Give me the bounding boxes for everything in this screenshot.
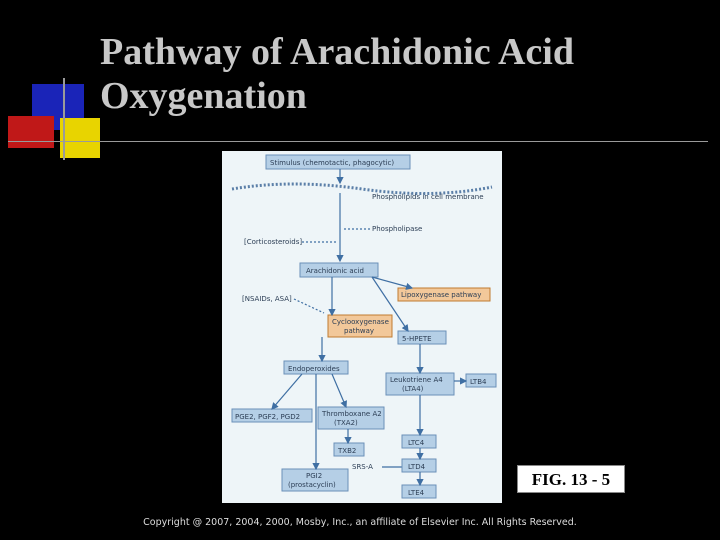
lta4-line2: (LTA4) <box>402 385 424 393</box>
decor-yellow-square <box>60 118 100 158</box>
ltb4-text: LTB4 <box>470 378 487 386</box>
decor-horizontal-line <box>8 141 708 142</box>
slide-title: Pathway of Arachidonic Acid Oxygenation <box>100 31 574 117</box>
cyclooxygenase-line1: Cyclooxygenase <box>332 318 389 326</box>
txb2-text: TXB2 <box>338 447 357 455</box>
txa2-line2: (TXA2) <box>334 419 358 427</box>
corticosteroids-text: [Corticosteroids] <box>244 238 303 246</box>
prostaglandins-text: PGE2, PGF2, PGD2 <box>235 413 301 421</box>
cyclooxygenase-line2: pathway <box>344 327 375 335</box>
decor-vertical-line <box>63 78 65 160</box>
copyright-notice: Copyright @ 2007, 2004, 2000, Mosby, Inc., an affiliate of Elsevier Inc. All Rights Reserved. <box>143 517 577 528</box>
pathway-svg <box>222 151 502 503</box>
pgi2-line1: PGI2 <box>306 472 323 480</box>
stimulus-text: Stimulus (chemotactic, phagocytic) <box>270 159 395 167</box>
nsaids-text: [NSAIDs, ASA] <box>242 295 292 303</box>
arrow-endo-pgs <box>272 374 302 409</box>
srsa-text: SRS-A <box>352 463 373 471</box>
lte4-text: LTE4 <box>408 489 425 497</box>
nsaids-inhibition <box>294 299 324 313</box>
lipoxygenase-pathway-text: Lipoxygenase pathway <box>401 291 482 299</box>
arachidonic-pathway-diagram <box>222 151 502 503</box>
arachidonic-acid-text: Arachidonic acid <box>306 267 364 275</box>
lta4-line1: Leukotriene A4 <box>390 376 443 384</box>
pgi2-line2: (prostacyclin) <box>288 481 336 489</box>
figure-label: FIG. 13 - 5 <box>517 465 625 493</box>
phospholipids-text: Phospholipids in cell membrane <box>372 193 484 201</box>
phospholipase-text: Phospholipase <box>372 225 423 233</box>
arrow-endo-txa2 <box>332 374 346 407</box>
ltc4-text: LTC4 <box>408 439 425 447</box>
ltd4-text: LTD4 <box>408 463 426 471</box>
hpete-text: 5-HPETE <box>402 335 432 343</box>
txa2-line1: Thromboxane A2 <box>322 410 382 418</box>
decor-red-square <box>8 116 54 148</box>
endoperoxides-text: Endoperoxides <box>288 365 340 373</box>
